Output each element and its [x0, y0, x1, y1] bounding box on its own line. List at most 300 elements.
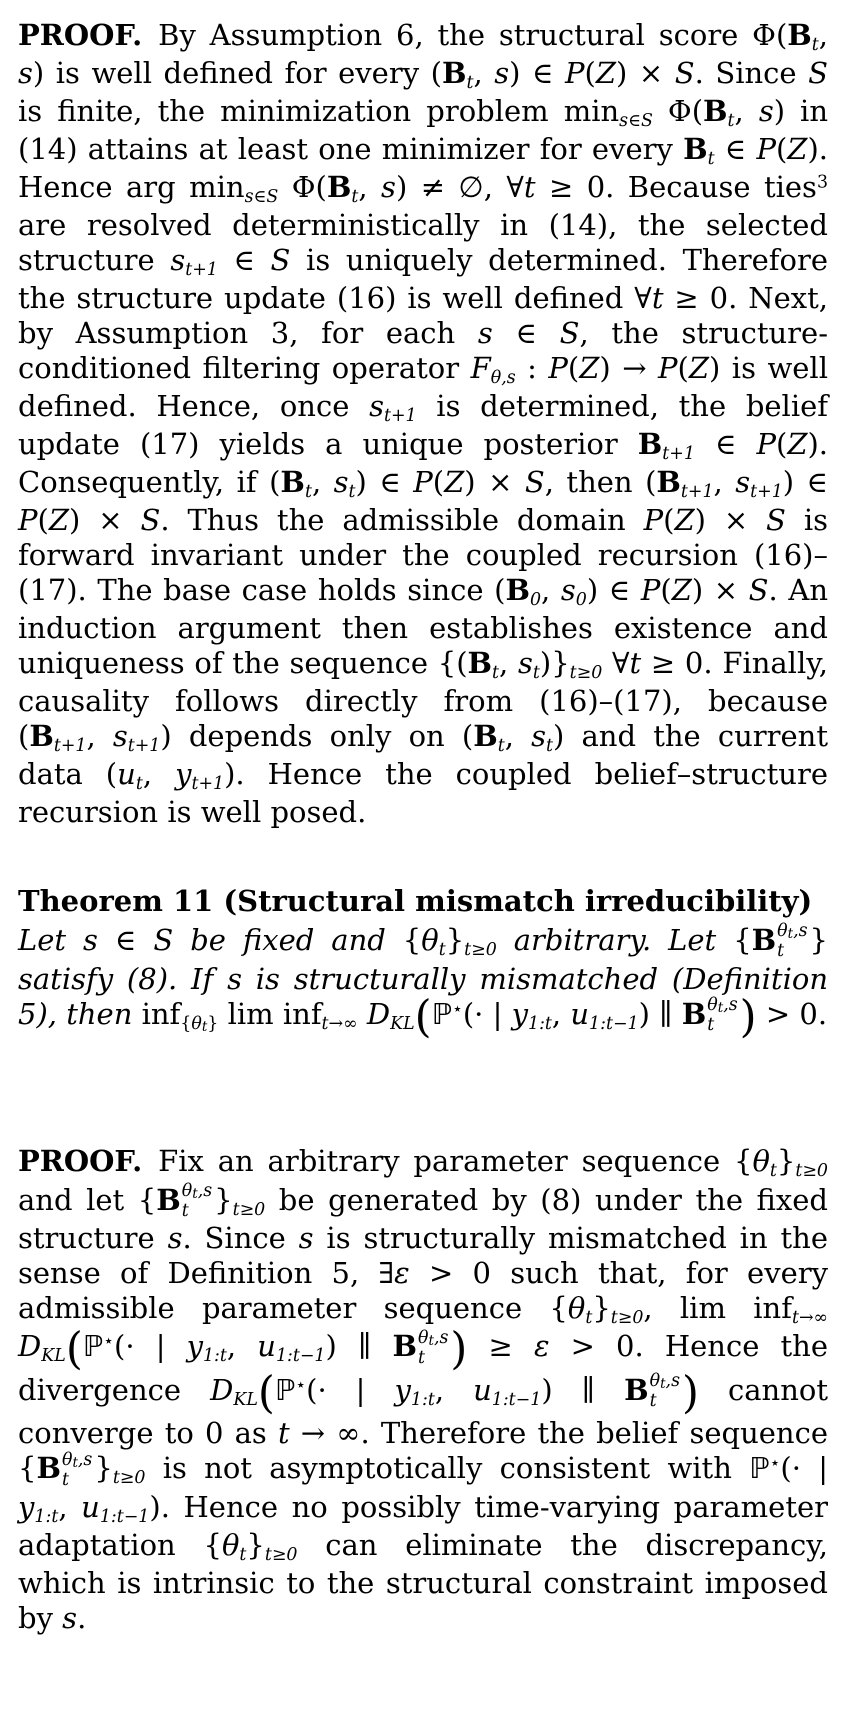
- subscript: t: [532, 663, 540, 684]
- italic-text: s: [381, 170, 396, 205]
- italic-text: θ: [777, 921, 788, 942]
- text-run: :: [515, 350, 549, 385]
- text-run: ) ×: [464, 465, 525, 500]
- subscript: t: [585, 1307, 593, 1328]
- subscript: t: [351, 187, 359, 208]
- calligraphic-letter: S: [153, 923, 174, 958]
- subscript: t: [492, 663, 500, 684]
- text-run: ) ×: [616, 56, 675, 91]
- supsub-stack: [707, 996, 737, 1035]
- calligraphic-letter: Z: [48, 503, 69, 538]
- big-paren: (: [414, 992, 432, 1043]
- subscript: [619, 111, 653, 131]
- text-run: inf: [141, 996, 181, 1031]
- calligraphic-letter: Z: [579, 350, 600, 385]
- fraktur-letter: B: [36, 1451, 61, 1486]
- theorem-block: [18, 883, 828, 1043]
- text-run: }: [592, 1290, 611, 1325]
- italic-text: y: [186, 1329, 203, 1364]
- text-run: (: [660, 572, 672, 607]
- fraktur-letter: B: [473, 718, 498, 753]
- text-run: are resolved deterministically in (14), the selected structure: [18, 208, 828, 278]
- big-paren: ): [450, 1324, 468, 1375]
- italic-text: ,s: [793, 921, 808, 942]
- text-run: ∈: [628, 111, 641, 132]
- calligraphic-letter: S: [524, 465, 545, 500]
- italic-text: t: [791, 1307, 799, 1328]
- subscript: [245, 188, 279, 208]
- blackboard-letter: ℙ: [749, 1451, 770, 1486]
- italic-text: t: [321, 1014, 329, 1035]
- text-run: ∈: [492, 316, 560, 351]
- italic-text: s: [170, 243, 186, 278]
- text-run: ) is well defined for every (: [32, 56, 442, 91]
- text-run: is finite, the minimization problem min: [18, 94, 620, 129]
- text-run: is not asymptotically consistent with: [145, 1451, 750, 1486]
- text-run: By Assumption 6, the structural score Φ(: [158, 18, 788, 52]
- text-run: , lim inf: [643, 1290, 792, 1325]
- text-run: ,: [86, 718, 113, 753]
- subscript: 1:t−1: [275, 1346, 326, 1367]
- italic-text: D: [18, 1329, 42, 1364]
- subscript: t≥0: [232, 1199, 266, 1220]
- text-run: (: [584, 56, 596, 91]
- calligraphic-letter: S: [766, 503, 786, 538]
- text-run: ). Consequently, if (: [18, 427, 829, 500]
- stack-subscript: [182, 1202, 189, 1221]
- italic-text: t: [277, 1415, 290, 1450]
- italic-text: s: [369, 389, 384, 424]
- text-run: }: [246, 1527, 265, 1562]
- italic-text: y: [511, 996, 528, 1031]
- blackboard-letter: ℙ: [82, 1329, 104, 1364]
- subscript: t+1: [680, 482, 714, 503]
- stack-subscript: [650, 1392, 657, 1411]
- subscript: t: [239, 1544, 247, 1565]
- italic-text: satisfy (8). If s is structurally mismatched (Definition 5), then: [18, 961, 828, 1031]
- italic-text: θ: [181, 1180, 193, 1201]
- italic-text: t: [418, 1347, 425, 1368]
- calligraphic-letter: Z: [671, 572, 692, 607]
- italic-text: ,s: [723, 995, 738, 1016]
- proof-body-text: [18, 1144, 828, 1635]
- text-run: {: [402, 923, 422, 958]
- text-run: →∞: [328, 1014, 358, 1035]
- text-run: ≥ 0. Next, by Assumption 3, for each: [18, 281, 828, 351]
- subscript: t: [304, 482, 312, 503]
- italic-text: ,s: [665, 1371, 680, 1392]
- calligraphic-letter: P: [756, 132, 776, 167]
- text-run: (: [775, 132, 788, 167]
- text-run: can eliminate the discrepancy, which is intrinsic to the structural constraint imposed by: [18, 1527, 829, 1635]
- text-run: ,: [226, 1329, 258, 1364]
- calligraphic-letter: P: [548, 350, 568, 385]
- text-run: , the structure-conditioned filtering operator: [18, 316, 829, 385]
- subscript: θ,s: [490, 368, 516, 389]
- calligraphic-letter: Z: [688, 350, 709, 385]
- subscript: t+1: [185, 260, 218, 281]
- text-run: (· |: [114, 1329, 187, 1364]
- nested-subscript: t: [428, 1332, 434, 1349]
- italic-text: ε: [533, 1329, 550, 1364]
- big-paren: ): [739, 992, 757, 1043]
- text-run: → ∞. Therefore the belief sequence {: [18, 1415, 828, 1486]
- text-run: ) is well defined. Hence, once: [18, 350, 828, 424]
- subscript: t+1: [383, 406, 417, 427]
- nested-subscript: t: [660, 1376, 666, 1393]
- calligraphic-letter: Z: [787, 427, 808, 462]
- fraktur-letter: B: [505, 572, 530, 607]
- italic-text: s: [758, 94, 774, 129]
- text-run: ) and the current data (: [18, 718, 828, 791]
- italic-text: θ: [567, 1290, 586, 1325]
- text-run: ) →: [599, 350, 658, 385]
- text-run: ∈: [217, 243, 271, 278]
- stack-superscript: [182, 1182, 212, 1202]
- subscript: t≥0: [795, 1161, 828, 1182]
- fraktur-letter: B: [441, 56, 467, 91]
- subscript: t≥0: [569, 663, 603, 684]
- text-run: ,: [434, 1372, 474, 1407]
- fraktur-letter: B: [787, 18, 812, 52]
- superscript: ⋆: [451, 999, 463, 1020]
- italic-text: ε: [394, 1255, 410, 1290]
- subscript: [390, 1014, 415, 1034]
- fraktur-letter: B: [280, 465, 305, 500]
- italic-text: u: [473, 1372, 492, 1407]
- theorem-body-text: [18, 921, 828, 1043]
- subscript: [233, 1390, 258, 1410]
- subscript: 1:t−1: [491, 1390, 542, 1411]
- fraktur-letter: B: [467, 645, 493, 680]
- text-run: ,: [541, 572, 561, 607]
- subscript: t: [466, 73, 474, 94]
- italic-text: s: [333, 465, 349, 500]
- text-run: ) ∥: [541, 1372, 625, 1407]
- subscript: t: [811, 35, 819, 56]
- calligraphic-letter: KL: [390, 1014, 415, 1035]
- text-run: ) ×: [691, 572, 749, 607]
- italic-text: s: [735, 465, 751, 500]
- subscript: 0: [529, 590, 542, 611]
- text-run: . Thus the admissible domain: [160, 503, 644, 538]
- text-run: > 0. Hence the divergence: [18, 1329, 828, 1407]
- italic-text: t: [181, 1200, 189, 1221]
- calligraphic-letter: P: [18, 503, 38, 538]
- text-run: ) ≠ ∅, ∀: [395, 170, 524, 205]
- text-run: ∈: [694, 427, 757, 462]
- calligraphic-letter: P: [756, 427, 776, 462]
- calligraphic-letter: P: [658, 350, 678, 385]
- text-run: }: [776, 1143, 796, 1178]
- subscript: 1:t−1: [589, 1014, 639, 1035]
- fraktur-letter: B: [683, 132, 708, 167]
- subscript: t: [707, 149, 715, 170]
- italic-text: ,s: [433, 1327, 449, 1348]
- subscript: 1:t−1: [99, 1506, 150, 1527]
- text-run: .: [77, 1600, 87, 1635]
- supsub-stack: [777, 922, 807, 961]
- calligraphic-letter: Z: [674, 503, 695, 538]
- subscript: t: [348, 482, 356, 503]
- fraktur-letter: B: [392, 1329, 417, 1364]
- italic-text: u: [570, 996, 590, 1031]
- stack-superscript: [650, 1372, 680, 1392]
- italic-text: D: [210, 1372, 234, 1407]
- proof-body-text: [18, 18, 828, 829]
- italic-text: s: [62, 1600, 78, 1635]
- text-run: . Since: [182, 1221, 299, 1256]
- text-run: ) ∈: [782, 465, 829, 500]
- italic-text: s: [167, 1221, 183, 1256]
- nested-subscript: t: [787, 926, 794, 943]
- text-run: be generated by (8) under the fixed structure: [18, 1182, 828, 1256]
- text-run: (· |: [780, 1451, 828, 1486]
- stack-superscript: [777, 922, 807, 942]
- stack-superscript: [707, 996, 737, 1016]
- nested-subscript: t: [201, 1019, 208, 1036]
- text-run: is determined, the belief update (17) yields a unique posterior: [18, 389, 828, 462]
- italic-text: θ: [221, 1527, 240, 1562]
- text-run: cannot converge to 0 as: [18, 1372, 829, 1450]
- big-paren: (: [65, 1324, 83, 1375]
- proof-paragraph-2: [18, 1144, 828, 1636]
- subscript: t≥0: [112, 1468, 146, 1489]
- fraktur-letter: B: [156, 1182, 181, 1217]
- calligraphic-letter: S: [266, 187, 279, 208]
- italic-text: θ: [421, 923, 439, 958]
- stack-superscript: [418, 1329, 448, 1349]
- italic-text: u: [117, 756, 136, 791]
- stack-superscript: [62, 1451, 92, 1471]
- text-run: . An induction argument then establishes existence and uniqueness of the sequence {(: [18, 572, 828, 680]
- italic-text: t: [649, 1391, 657, 1412]
- supsub-stack: [650, 1372, 680, 1411]
- supsub-stack: [182, 1182, 212, 1221]
- calligraphic-letter: Z: [444, 465, 465, 500]
- text-run: ∈: [114, 923, 154, 958]
- text-run: ). Hence no possibly time-varying parameter adaptation {: [18, 1489, 828, 1562]
- text-run: }: [445, 923, 465, 958]
- text-run: , then (: [544, 465, 657, 500]
- subscript: 1:t: [410, 1390, 435, 1411]
- calligraphic-letter: S: [748, 572, 769, 607]
- italic-text: s: [531, 718, 546, 753]
- theorem-heading: Theorem 11 (Structural mismatch irreducibility): [18, 883, 813, 918]
- text-run: . Since: [694, 56, 809, 91]
- subscript: t: [438, 940, 446, 961]
- text-run: ,: [358, 170, 382, 205]
- nested-subscript: t: [717, 1000, 724, 1017]
- calligraphic-letter: Z: [595, 56, 616, 91]
- text-run: (· |: [306, 1372, 395, 1407]
- text-run: }: [207, 1014, 219, 1035]
- italic-text: u: [257, 1329, 276, 1364]
- subscript: 1:t: [202, 1346, 227, 1367]
- text-run: ,: [58, 1489, 82, 1524]
- italic-text: y: [394, 1372, 411, 1407]
- text-run: →∞: [798, 1307, 828, 1328]
- text-run: ) ∥: [638, 996, 682, 1031]
- italic-text: θ: [191, 1014, 202, 1035]
- italic-text: s: [477, 316, 493, 351]
- text-run: ) ∈: [586, 572, 641, 607]
- calligraphic-letter: S: [808, 56, 828, 91]
- text-run: ≥ 0. Finally, causality follows directly from (16)–(17), because (: [18, 645, 828, 753]
- proof-label: PROOF.: [18, 18, 143, 52]
- italic-text: t: [707, 1015, 715, 1036]
- subscript: [41, 1347, 66, 1367]
- supsub-stack: [418, 1329, 448, 1368]
- fraktur-letter: B: [681, 996, 707, 1031]
- fraktur-letter: B: [29, 718, 54, 753]
- italic-text: s: [18, 56, 33, 91]
- subscript: 1:t: [34, 1506, 59, 1527]
- text-run: is uniquely determined. Therefore the structure update (16) is well defined ∀: [18, 243, 828, 316]
- calligraphic-letter: P: [640, 572, 661, 607]
- text-run: ∈: [714, 132, 757, 167]
- italic-text: ,s: [77, 1449, 93, 1470]
- subscript: t≥0: [464, 940, 497, 961]
- italic-text: t: [651, 281, 664, 316]
- text-run: ≥ 0. Because ties: [535, 170, 817, 205]
- calligraphic-letter: Z: [787, 132, 808, 167]
- italic-text: s: [298, 1221, 314, 1256]
- text-run: ) ∥: [325, 1329, 393, 1364]
- text-run: > 0.: [756, 996, 828, 1031]
- italic-text: D: [357, 996, 391, 1031]
- calligraphic-letter: P: [413, 465, 433, 500]
- subscript: t≥0: [264, 1544, 298, 1565]
- text-run: ∈: [253, 187, 267, 208]
- text-run: ∀: [602, 645, 630, 680]
- text-run: Fix an arbitrary parameter sequence {: [158, 1143, 753, 1178]
- superscript: ⋆: [295, 1375, 307, 1396]
- subscript: t: [546, 735, 553, 756]
- fraktur-letter: B: [637, 427, 663, 462]
- text-run: ) ×: [694, 503, 767, 538]
- text-run: ). Hence the coupled belief–structure recursion is well posed.: [18, 756, 828, 829]
- fraktur-letter: B: [751, 923, 777, 958]
- blackboard-letter: ℙ: [431, 996, 452, 1031]
- text-run: ) ∈: [509, 56, 565, 91]
- italic-text: θ: [707, 995, 718, 1016]
- subscript: [792, 1308, 828, 1328]
- italic-text: t: [629, 645, 642, 680]
- subscript: t≥0: [610, 1307, 644, 1328]
- italic-text: t: [777, 941, 785, 962]
- text-run: ,: [734, 94, 759, 129]
- text-run: (: [663, 503, 675, 538]
- big-paren: (: [257, 1368, 275, 1419]
- italic-text: s: [619, 111, 629, 132]
- proof-paragraph-1: [18, 18, 828, 830]
- italic-text: t: [523, 170, 536, 205]
- stack-subscript: [707, 1016, 714, 1035]
- text-run: Φ(: [278, 170, 327, 205]
- stack-subscript: [418, 1349, 425, 1368]
- text-run: ,: [504, 718, 532, 753]
- calligraphic-letter: S: [140, 503, 161, 538]
- subscript: [180, 1014, 218, 1034]
- text-run: (: [677, 350, 689, 385]
- calligraphic-letter: S: [640, 111, 653, 132]
- text-run: ,: [551, 996, 571, 1031]
- italic-text: arbitrary. Let: [496, 923, 734, 958]
- blackboard-letter: ℙ: [274, 1372, 296, 1407]
- calligraphic-letter: KL: [233, 1390, 258, 1411]
- subscript: t+1: [191, 774, 225, 795]
- text-run: }: [94, 1451, 113, 1486]
- subscript: t+1: [53, 735, 87, 756]
- italic-text: u: [81, 1489, 100, 1524]
- calligraphic-letter: S: [270, 243, 291, 278]
- subscript: t: [135, 774, 143, 795]
- subscript: 0: [575, 590, 587, 611]
- text-run: ≥: [467, 1329, 534, 1364]
- subscript: t: [727, 111, 735, 132]
- proof-label: PROOF.: [18, 1143, 143, 1178]
- text-run: ,: [713, 465, 736, 500]
- stack-subscript: [777, 942, 784, 961]
- calligraphic-letter: KL: [41, 1346, 66, 1367]
- italic-text: θ: [61, 1449, 73, 1470]
- text-run: }: [214, 1182, 233, 1217]
- italic-text: θ: [752, 1143, 770, 1178]
- text-run: ,: [473, 56, 495, 91]
- text-run: {: [180, 1014, 192, 1035]
- text-run: (: [432, 465, 445, 500]
- superscript: ⋆: [769, 1453, 781, 1474]
- italic-text: θ: [649, 1371, 661, 1392]
- italic-text: s: [112, 718, 128, 753]
- subscript: 1:t: [528, 1014, 552, 1035]
- calligraphic-letter: S: [674, 56, 695, 91]
- fraktur-letter: B: [656, 465, 681, 500]
- subscript: t+1: [127, 735, 161, 756]
- italic-text: s: [494, 56, 510, 91]
- text-run: and let {: [18, 1182, 157, 1217]
- nested-subscript: t: [192, 1186, 198, 1202]
- italic-text: y: [175, 756, 192, 791]
- calligraphic-letter: F: [470, 350, 491, 385]
- text-run: Φ(: [652, 94, 704, 129]
- fraktur-letter: B: [326, 170, 352, 205]
- italic-text: Let s: [18, 923, 115, 958]
- nested-subscript: t: [72, 1454, 78, 1471]
- text-run: ,: [142, 756, 176, 791]
- italic-text: s: [244, 187, 254, 208]
- text-run: ,: [818, 18, 828, 52]
- text-run: lim inf: [218, 996, 322, 1031]
- subscript: [322, 1014, 358, 1034]
- italic-text: be fixed and: [173, 923, 403, 958]
- superscript: ⋆: [103, 1331, 115, 1352]
- subscript: t+1: [750, 482, 783, 503]
- subscript: t: [769, 1161, 777, 1182]
- text-run: > 0 such that, for every admissible parameter sequence {: [18, 1255, 828, 1325]
- text-run: (· |: [462, 996, 512, 1031]
- text-run: is forward invariant under the coupled recursion (16)–(17). The base case holds since (: [18, 503, 828, 607]
- italic-text: s: [560, 572, 576, 607]
- italic-text: y: [18, 1489, 35, 1524]
- text-run: {: [733, 923, 752, 958]
- italic-text: θ: [418, 1327, 429, 1348]
- text-run: ,: [311, 465, 334, 500]
- text-run: ) depends only on (: [160, 718, 474, 753]
- supsub-stack: [62, 1451, 92, 1490]
- big-paren: ): [682, 1368, 699, 1419]
